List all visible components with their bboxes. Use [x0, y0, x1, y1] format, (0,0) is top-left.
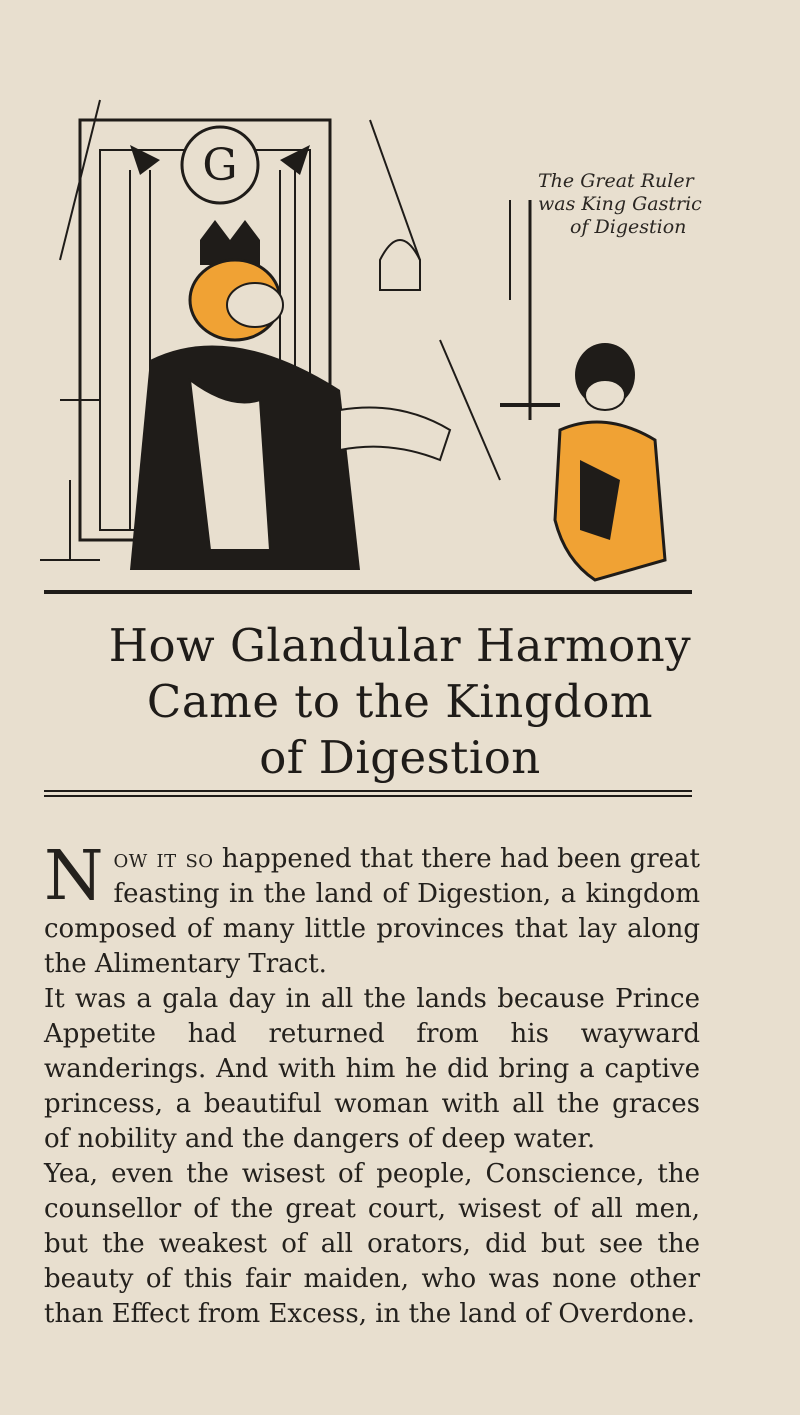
title-line-3: of Digestion — [259, 731, 541, 784]
king-throne-illustration — [40, 60, 700, 600]
chapter-title — [40, 618, 760, 786]
drop-cap: N — [44, 837, 104, 916]
caption-line-1: The Great Ruler — [538, 170, 694, 192]
bottom-divider-rule — [44, 790, 692, 798]
paragraph-3: Yea, even the wisest of people, Conscience, the counsellor of the great court, wisest of all men, but the weakest of all orators, did but see the beauty of this fair maiden, who was none other than Effect from Excess, in the land of Overdone. — [44, 1159, 700, 1329]
illustration-caption — [538, 170, 718, 239]
title-line-1: How Glandular Harmony — [108, 619, 692, 672]
svg-text:G: G — [202, 140, 238, 191]
caption-line-2: was King Gastric — [538, 193, 702, 215]
caption-line-3: of Digestion — [570, 216, 687, 238]
lead-in: ow it so — [113, 844, 214, 874]
paragraph-2: It was a gala day in all the lands because Prince Appetite had returned from his wayward wanderings. And with him he did bring a captive princess, a beautiful woman with all the graces of nobility and the dangers of deep water. — [44, 984, 700, 1154]
story-text — [44, 837, 700, 1332]
paragraph-1 — [44, 837, 700, 982]
top-divider-rule — [44, 590, 692, 596]
title-line-2: Came to the Kingdom — [146, 675, 654, 728]
paragraph-1-text: happened that there had been great feasting in the land of Digestion, a kingdom composed of many little provinces that lay along the Alimentary Tract. — [44, 844, 700, 979]
